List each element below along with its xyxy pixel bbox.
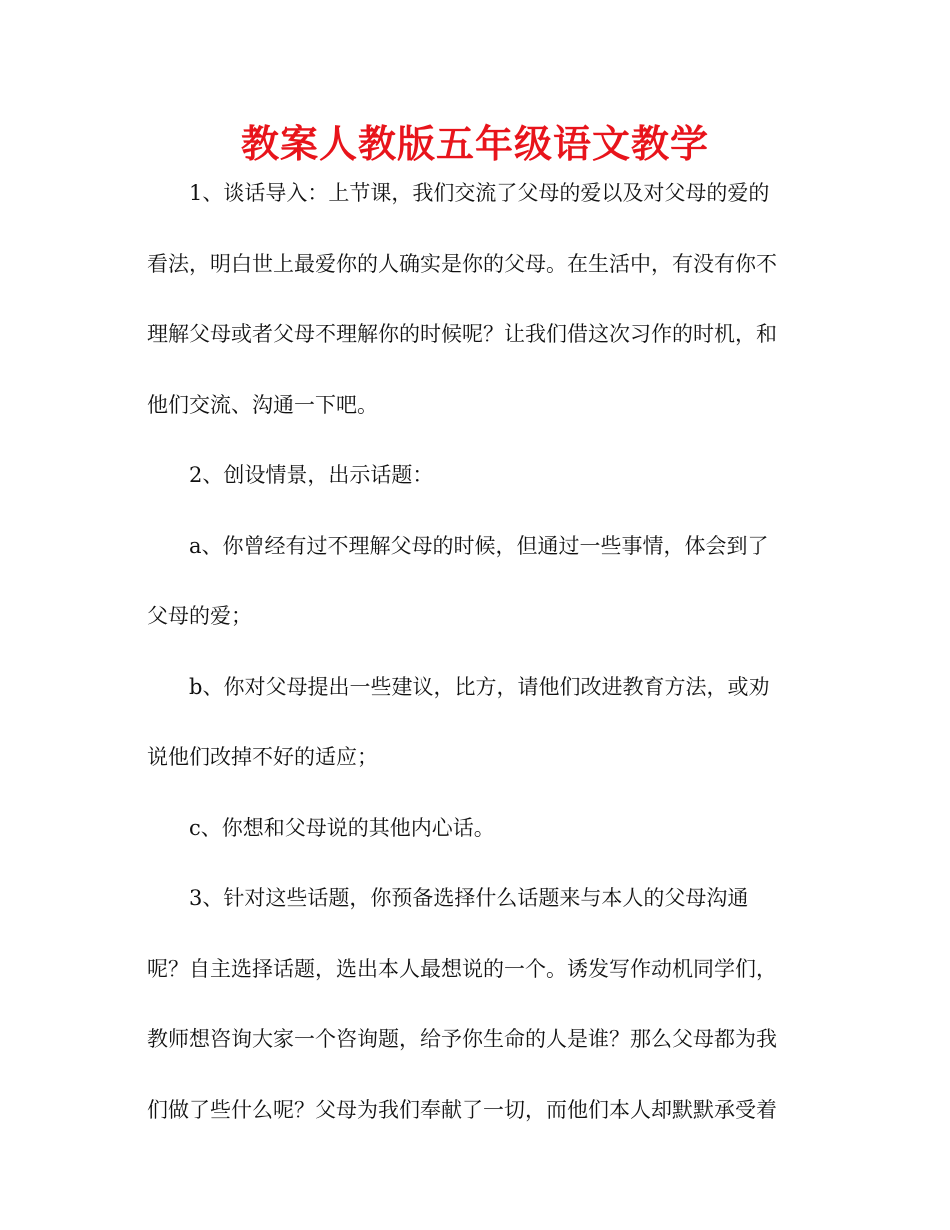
body-line: 3、针对这些话题，你预备选择什么话题来与本人的父母沟通 [189, 886, 749, 910]
body-line: 理解父母或者父母不理解你的时候呢？让我们借这次习作的时机，和 [147, 322, 777, 346]
body-line: 他们交流、沟通一下吧。 [147, 392, 378, 417]
body-line: 父母的爱； [147, 604, 252, 628]
document-title: 教案人教版五年级语文教学 [240, 122, 709, 166]
body-line: 说他们改掉不好的适应； [147, 745, 378, 769]
body-line: b、你对父母提出一些建议，比方，请他们改进教育方法，或劝 [189, 674, 770, 699]
body-line: 教师想咨询大家一个咨询题，给予你生命的人是谁？那么父母都为我 [147, 1027, 777, 1051]
body-line: c、你想和父母说的其他内心话。 [189, 815, 495, 840]
document-body [147, 158, 807, 1145]
body-line: 看法，明白世上最爱你的人确实是你的父母。在生活中，有没有你不 [147, 251, 777, 276]
body-line: 们做了些什么呢？父母为我们奉献了一切，而他们本人却默默承受着 [147, 1097, 777, 1122]
body-line: 1、谈话导入：上节课，我们交流了父母的爱以及对父母的爱的 [189, 181, 770, 205]
body-line: a、你曾经有过不理解父母的时候，但通过一些事情，体会到了 [189, 533, 769, 558]
body-line: 2、创设情景，出示话题： [189, 463, 434, 487]
body-line: 呢？自主选择话题，选出本人最想说的一个。诱发写作动机同学们， [147, 956, 777, 981]
